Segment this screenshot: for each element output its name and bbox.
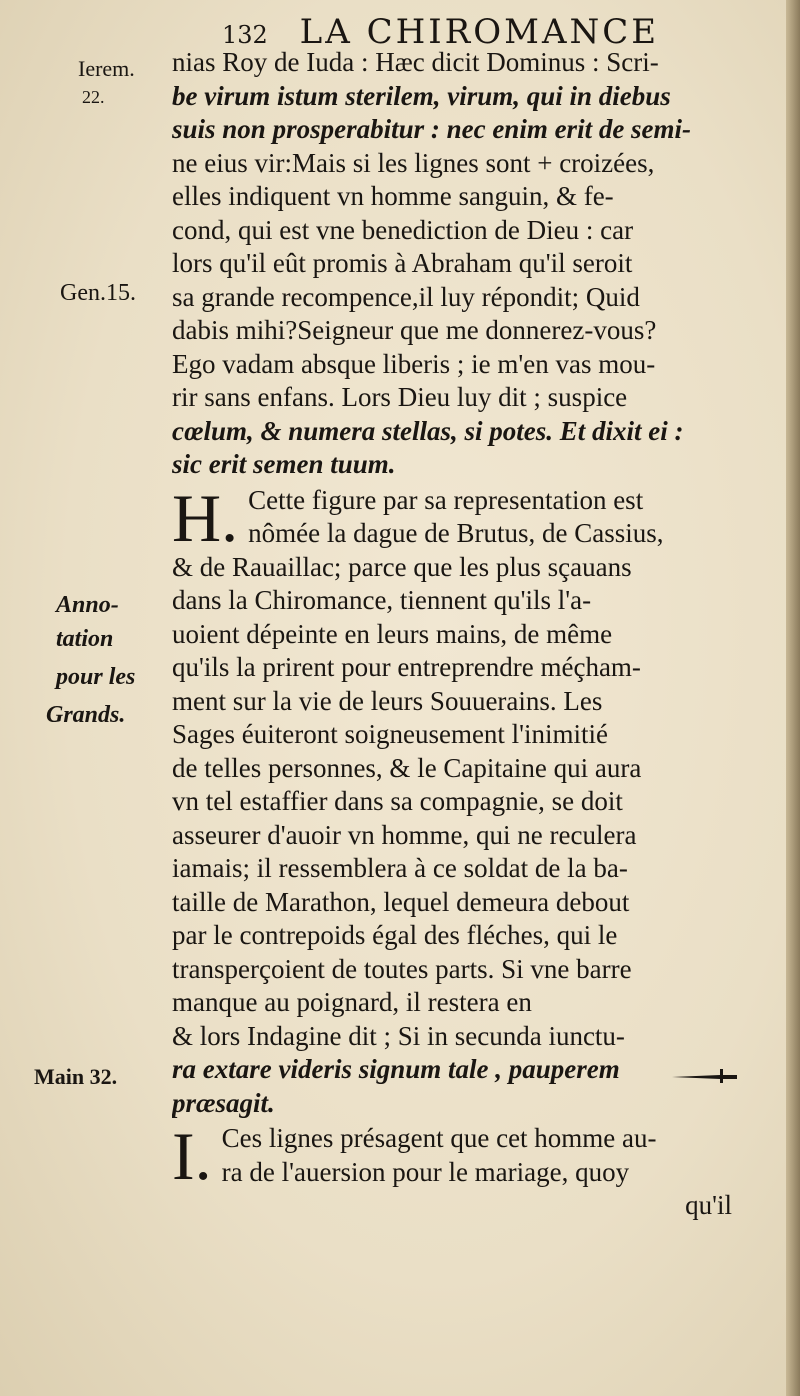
text-line: præsagit.: [172, 1087, 275, 1118]
text-line: asseurer d'auoir vn homme, qui ne reculera: [172, 819, 637, 850]
text-line: & de Rauaillac; parce que les plus sçauans: [172, 551, 632, 582]
text-line: manque au poignard, il restera en: [172, 987, 532, 1017]
text-line: be virum istum sterilem, virum, qui in diebus: [172, 80, 671, 111]
margin-note-annotation-4: Grands.: [46, 702, 126, 728]
text-line: Sages éuiteront soigneusement l'inimitié: [172, 719, 609, 749]
body-text: [172, 46, 772, 1223]
text-line: ment sur la vie de leurs Souuerains. Les: [172, 685, 603, 716]
text-line: ne eius vir:Mais si les lignes sont + croizées,: [172, 147, 655, 178]
text-line: elles indiquent vn homme sanguin, & fe-: [172, 181, 614, 211]
margin-note-annotation-2: tation: [56, 626, 114, 652]
section-initial: H.: [172, 479, 239, 556]
catchword: qu'il: [685, 1190, 732, 1220]
margin-note-gen: Gen.15.: [60, 280, 136, 306]
margin-note-annotation-3: pour les: [56, 664, 136, 690]
text-line: dabis mihi?Seigneur que me donnerez-vous?: [172, 315, 657, 345]
text-line: qu'ils la prirent pour entreprendre méçham-: [172, 652, 641, 682]
text-line: Ces lignes présagent que cet homme au-: [221, 1123, 657, 1153]
text-line: dans la Chiromance, tiennent qu'ils l'a-: [172, 585, 592, 615]
text-line: ra extare videris signum tale , pauperem: [172, 1054, 620, 1084]
running-title: LA CHIROMANCE: [299, 12, 660, 52]
text-line: Cette figure par sa representation est: [248, 484, 644, 515]
text-line: uoient dépeinte en leurs mains, de même: [172, 618, 613, 649]
text-line: par le contrepoids égal des fléches, qui le: [172, 920, 618, 950]
text-line: vn tel estaffier dans sa compagnie, se doit: [172, 786, 623, 816]
text-line: & lors Indagine dit ; Si in secunda iunctu-: [172, 1020, 625, 1051]
text-line: nias Roy de Iuda : Hæc dicit Dominus : Scri-: [172, 47, 659, 77]
text-line: taille de Marathon, lequel demeura debout: [172, 886, 630, 917]
text-line: transperçoient de toutes parts. Si vne barre: [172, 953, 632, 984]
margin-note-main: Main 32.: [34, 1064, 118, 1089]
text-line: cœlum, & numera stellas, si potes. Et dixit ei :: [172, 415, 684, 446]
page-edge: [786, 0, 800, 1396]
margin-note-ierem-num: 22.: [82, 87, 105, 107]
margin-note-annotation-1: Anno-: [56, 592, 119, 618]
text-line: cond, qui est vne benediction de Dieu : car: [172, 214, 634, 245]
paragraph-1: [172, 46, 772, 482]
text-line: lors qu'il eût promis à Abraham qu'il seroit: [172, 248, 633, 278]
text-line: de telles personnes, & le Capitaine qui aura: [172, 752, 642, 783]
section-initial: I.: [172, 1118, 212, 1194]
paragraph-3: [172, 1118, 772, 1223]
text-line: iamais; il ressemblera à ce soldat de la ba-: [172, 853, 628, 883]
text-line: sic erit semen tuum.: [172, 449, 396, 479]
text-line: sa grande recompence,il luy répondit; Quid: [172, 281, 640, 312]
text-line: suis non prosperabitur : nec enim erit de semi-: [172, 114, 692, 144]
margin-note-ierem: Ierem.: [78, 56, 135, 81]
text-line: Ego vadam absque liberis ; ie m'en vas mou-: [172, 348, 656, 379]
paragraph-2: [172, 479, 772, 1121]
text-line: ra de l'auersion pour le mariage, quoy: [221, 1156, 630, 1187]
text-line: rir sans enfans. Lors Dieu luy dit ; suspice: [172, 382, 628, 412]
dagger-icon: [670, 1065, 740, 1085]
page-number: 132: [222, 21, 268, 49]
text-line: nômée la dague de Brutus, de Cassius,: [248, 518, 664, 548]
